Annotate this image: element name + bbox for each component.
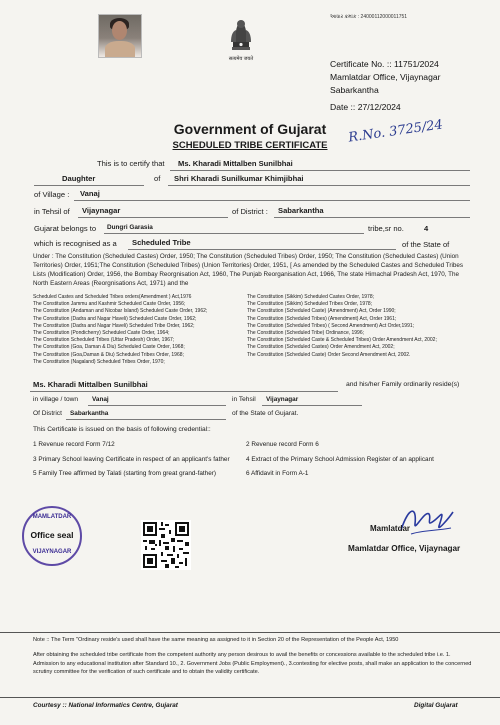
page-title: Government of Gujarat (173, 121, 327, 137)
seal-top-text: MAMLATDAR (32, 514, 72, 520)
recognised-label: which is recognised as a (34, 239, 117, 248)
order-item: The Constitution (Pondicherry) Scheduled Caste Order, 1964; (33, 330, 170, 337)
tribe-name: Dungri Garasia (107, 224, 153, 231)
order-item: Scheduled Castes and Scheduled Tribes orders(Amendment ) Act,1976 (33, 294, 192, 300)
district-value: Sabarkantha (278, 206, 324, 215)
issuing-office: Mamlatdar Office, Vijaynagar (330, 72, 441, 82)
emblem-motto: सत्यमेव जयते (228, 56, 254, 62)
applicant-photo (98, 14, 142, 58)
credential-item: 6 Affidavit in Form A-1 (246, 470, 309, 477)
tribe-sr-label: tribe,sr no. (368, 224, 404, 233)
order-item: The Constitution (Scheduled Tribes) (Amendment) Act, Order 1961; (247, 315, 397, 322)
tehsil-value: Vijaynagar (82, 206, 121, 215)
residence-state-text: of the State of Gujarat. (232, 410, 299, 417)
father-name: Shri Kharadi Sunilkumar Khimjibhai (174, 174, 304, 183)
credential-item: 3 Primary School leaving Certificate in respect of an applicant's father (33, 455, 230, 463)
order-item: The Constitution (Goa,Daman & Diu) Scheduled Tribes Order, 1968; (33, 351, 184, 358)
order-item: The Constitution (Dadra and Nagar Haveli) Scheduled Tribe Order, 1962; (33, 322, 195, 329)
order-item: The Constitution (Scheduled Caste & Scheduled Tribes) Order Amendment Act, 2002; (247, 337, 437, 344)
recognised-status: Scheduled Tribe (132, 238, 191, 247)
holder-name: Ms. Kharadi Mittalben Sunilbhai (178, 159, 293, 168)
credential-item: 5 Family Tree affirmed by Talati (starting from great grand-father) (33, 470, 217, 477)
order-item: The Constitution (Sikkim) Scheduled Tribes Order, 1978; (247, 301, 373, 308)
order-item: The Constitution (Andaman and Nicobar Island) Scheduled Caste Order, 1962; (33, 308, 208, 315)
issuing-district: Sabarkantha (330, 85, 379, 95)
credential-item: 2 Revenue record Form 6 (246, 441, 319, 448)
residence-district: Sabarkantha (70, 410, 109, 417)
seal-mid-text: Office seal (30, 530, 74, 540)
residence-village-label: in village / town (33, 396, 79, 403)
village-value: Vanaj (80, 189, 100, 198)
credentials-right (246, 441, 456, 479)
order-item: The Constitution (Scheduled Tribes) ( Second Amendment) Act Order,1991; (247, 322, 415, 329)
footer-brand: Digital Gujarat (414, 702, 458, 709)
handwritten-register-number: R.No. 3725/24 (347, 117, 444, 146)
credentials-intro: This Certificate is issued on the basis of following credential:: (33, 426, 211, 433)
state-label: of the State of (402, 240, 450, 249)
order-item: The Constitution (Scheduled Castes) Order Amendment Act, 2002; (247, 344, 395, 351)
credential-item: 4 Extract of the Primary School Admission Register of an applicant (246, 455, 434, 463)
under-legal-text: Under : The Constitution (Scheduled Castes) Order, 1950; The Constitution (Scheduled Tribes) Order, 1950; The Constitution (Scheduled Castes) (Union Territories) Order, 1951;The Constitution (Scheduled Tribes) (Union Territories) Order, 1951, [ As amended by the Scheduled Castes and Scheduled Tribes Lists (Modification) Order, 1956, the Bombay Reorgnisation Act, 1960, The Punjab Reorganisation Act, 1966, The state Himachal Pradesh Act, 1970, The North Eastern Areas (Reorgnisations Act, 1971) and the (33, 253, 464, 287)
order-item: The Constitution (Goa, Daman & Diu) Scheduled Caste Order, 1968; (33, 344, 185, 351)
order-item: The Constitution (Scheduled Tribe) Ordinance, 1996; (247, 330, 365, 337)
issue-date: Date :: 27/12/2024 (330, 102, 401, 112)
district-label: of District : (232, 207, 268, 216)
family-reside-label: and his/her Family ordinarily reside(s) (346, 381, 460, 388)
signatory-office: Mamlatdar Office, Vijaynagar (348, 544, 461, 553)
note-text: Note :: The Term "Ordinary reside's used shall have the same meaning as assigned to it in Section 20 of the Representation of the People Act, 1950 (33, 637, 399, 643)
orders-left-list (33, 294, 243, 366)
tribe-sr-number: 4 (424, 224, 429, 233)
credentials-left (33, 441, 233, 479)
residence-tehsil: Vijaynagar (266, 396, 299, 403)
residence-tehsil-label: in Tehsil (232, 396, 256, 403)
certificate-subtitle: SCHEDULED TRIBE CERTIFICATE (172, 140, 328, 151)
certificate-number: Certificate No. :: 11751/2024 (330, 59, 439, 69)
office-seal (22, 506, 82, 566)
resident-name: Ms. Kharadi Mittalben Sunilbhai (33, 380, 148, 389)
signatory-title: Mamlatdar (370, 524, 411, 533)
residence-district-label: Of District (33, 410, 62, 417)
residence-village: Vanaj (92, 396, 109, 403)
relation: Daughter (62, 174, 96, 183)
village-label: of Village : (34, 190, 70, 199)
order-item: The Constitution (Nagaland) Scheduled Tribes Order, 1970; (33, 358, 165, 365)
order-item: The Constitution (Scheduled Caste) (Amendment) Act, Order 1990; (247, 308, 396, 315)
qr-code-icon (141, 520, 191, 570)
of-label: of (154, 174, 161, 183)
signature-icon (395, 500, 455, 540)
order-item: The Constitution Scheduled Tribes (Uttar Pradesh) Order, 1967; (33, 337, 175, 344)
tehsil-label: in Tehsil of (34, 207, 70, 216)
serial-number: આધાર ક્રમાંક : 24000112000011751 (330, 14, 408, 20)
orders-right-list (247, 294, 471, 359)
seal-bottom-text: VIJAYNAGAR (32, 549, 72, 555)
footer-courtesy: Courtesy :: National Informatics Centre, Gujarat (33, 702, 178, 709)
order-item: The Constitution (Sikkim) Scheduled Castes Order, 1978; (247, 294, 375, 300)
belongs-label: Gujarat belongs to (34, 224, 97, 233)
order-item: The Constitution (Scheduled Caste) Order Second Amendment Act, 2002. (247, 351, 411, 358)
after-obtaining-text: After obtaining the scheduled tribe certificate from the competent authority any person desirous to avail the benefits or concessions available to the scheduled tribe i.e. 1. Admission to any educational institution after Standard 10., 2. Government Jobs (Public Employment)., 3.contesting for elective posts, shall make an application to the concerned scrutiny committee for the verification of such certificate and to obtain the validity certificate. (33, 652, 472, 676)
certify-label: This is to certify that (97, 159, 165, 168)
credential-item: 1 Revenue record Form 7/12 (33, 441, 115, 448)
order-item: The Constitution Jammu and Kashmir Scheduled Caste Order, 1956; (33, 301, 186, 308)
order-item: The Constitution (Dadra and Nagar Haveli) Scheduled Caste Order, 1962; (33, 315, 197, 322)
